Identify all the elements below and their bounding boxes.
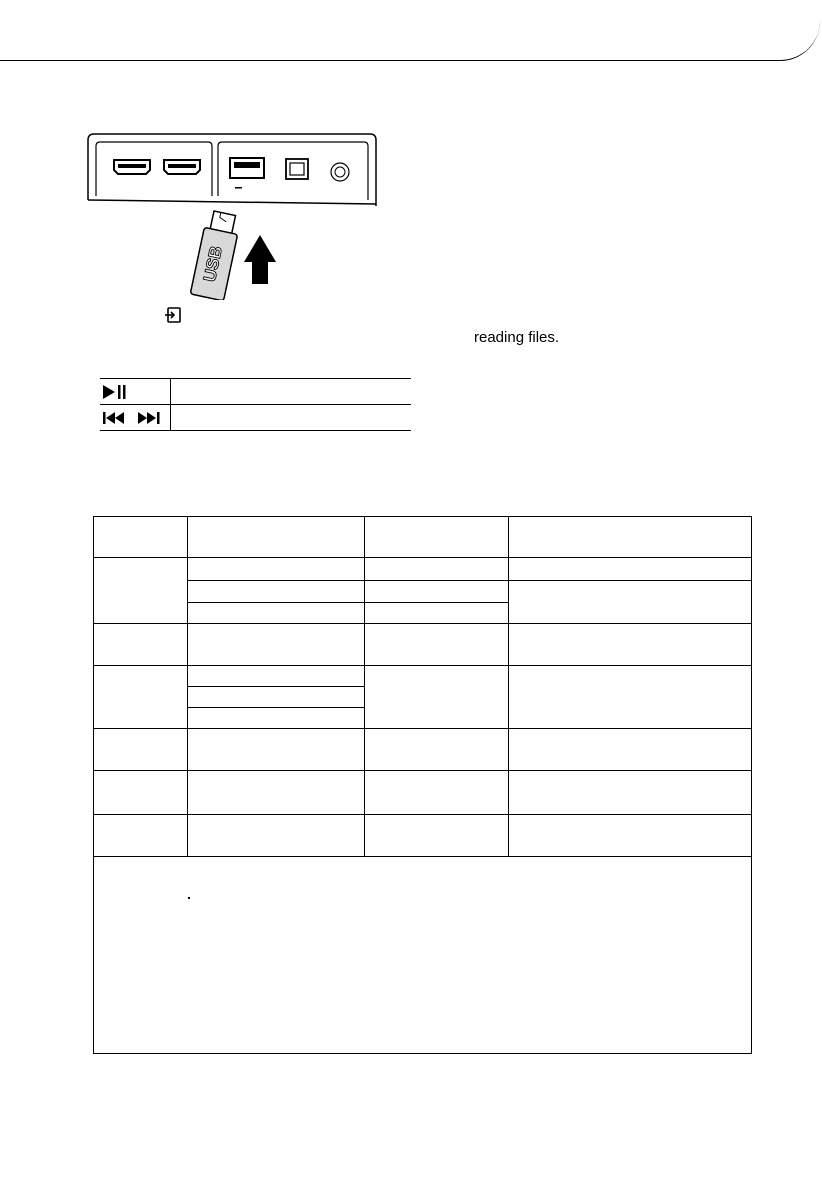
table-row bbox=[94, 624, 752, 666]
table-cell bbox=[509, 666, 752, 729]
table-cell bbox=[509, 624, 752, 666]
table-cell bbox=[188, 815, 365, 857]
table-cell bbox=[188, 729, 365, 771]
usb-stick bbox=[190, 210, 241, 300]
source-input-icon bbox=[164, 306, 182, 324]
table-cell bbox=[509, 815, 752, 857]
table-cell bbox=[365, 815, 509, 857]
table-row bbox=[94, 666, 752, 687]
control-icon-cell bbox=[100, 379, 171, 405]
table-row bbox=[94, 771, 752, 815]
play-pause-icon bbox=[102, 383, 130, 401]
table-cell bbox=[94, 666, 188, 729]
table-cell bbox=[188, 517, 365, 558]
notes-cell bbox=[94, 857, 752, 1054]
table-row bbox=[100, 405, 411, 431]
table-row bbox=[94, 581, 752, 603]
upload-arrow-icon bbox=[244, 235, 276, 284]
table-row bbox=[100, 379, 411, 405]
table-row bbox=[94, 815, 752, 857]
table-cell bbox=[365, 771, 509, 815]
svg-text:USB: USB bbox=[199, 244, 226, 284]
notes-mark bbox=[188, 897, 190, 899]
table-cell bbox=[365, 624, 509, 666]
page-border-line bbox=[0, 0, 820, 61]
hdmi-port-2 bbox=[164, 160, 200, 174]
table-cell bbox=[188, 624, 365, 666]
usb-port-illustration bbox=[84, 132, 380, 300]
table-cell bbox=[94, 517, 188, 558]
table-cell bbox=[365, 581, 509, 603]
table-cell bbox=[94, 815, 188, 857]
prev-next-icon bbox=[102, 409, 166, 427]
control-description-cell bbox=[171, 379, 412, 405]
table-cell bbox=[188, 771, 365, 815]
table-cell bbox=[94, 771, 188, 815]
table-row bbox=[94, 729, 752, 771]
table-cell bbox=[188, 666, 365, 687]
table-cell bbox=[365, 558, 509, 581]
table-cell bbox=[365, 517, 509, 558]
table-cell bbox=[509, 729, 752, 771]
table-cell bbox=[188, 581, 365, 603]
control-description-cell bbox=[171, 405, 412, 431]
optical-port bbox=[286, 159, 308, 179]
table-cell bbox=[509, 581, 752, 624]
reading-files-text: reading files. bbox=[474, 329, 560, 346]
notes-row bbox=[94, 857, 752, 1054]
format-specification-table bbox=[93, 516, 752, 1054]
audio-jack bbox=[331, 163, 349, 181]
table-cell bbox=[188, 603, 365, 624]
table-row bbox=[94, 558, 752, 581]
table-cell bbox=[94, 624, 188, 666]
hdmi-port-1 bbox=[114, 160, 150, 174]
table-cell bbox=[509, 517, 752, 558]
table-cell bbox=[188, 687, 365, 708]
table-cell bbox=[188, 708, 365, 729]
table-cell bbox=[365, 729, 509, 771]
table-cell bbox=[509, 771, 752, 815]
table-cell bbox=[188, 558, 365, 581]
table-cell bbox=[509, 558, 752, 581]
control-icon-cell bbox=[100, 405, 171, 431]
table-cell bbox=[365, 666, 509, 729]
table-header-row bbox=[94, 517, 752, 558]
table-cell bbox=[365, 603, 509, 624]
table-cell bbox=[94, 558, 188, 624]
table-cell bbox=[94, 729, 188, 771]
playback-controls-table bbox=[100, 378, 411, 431]
usb-port bbox=[230, 158, 264, 189]
